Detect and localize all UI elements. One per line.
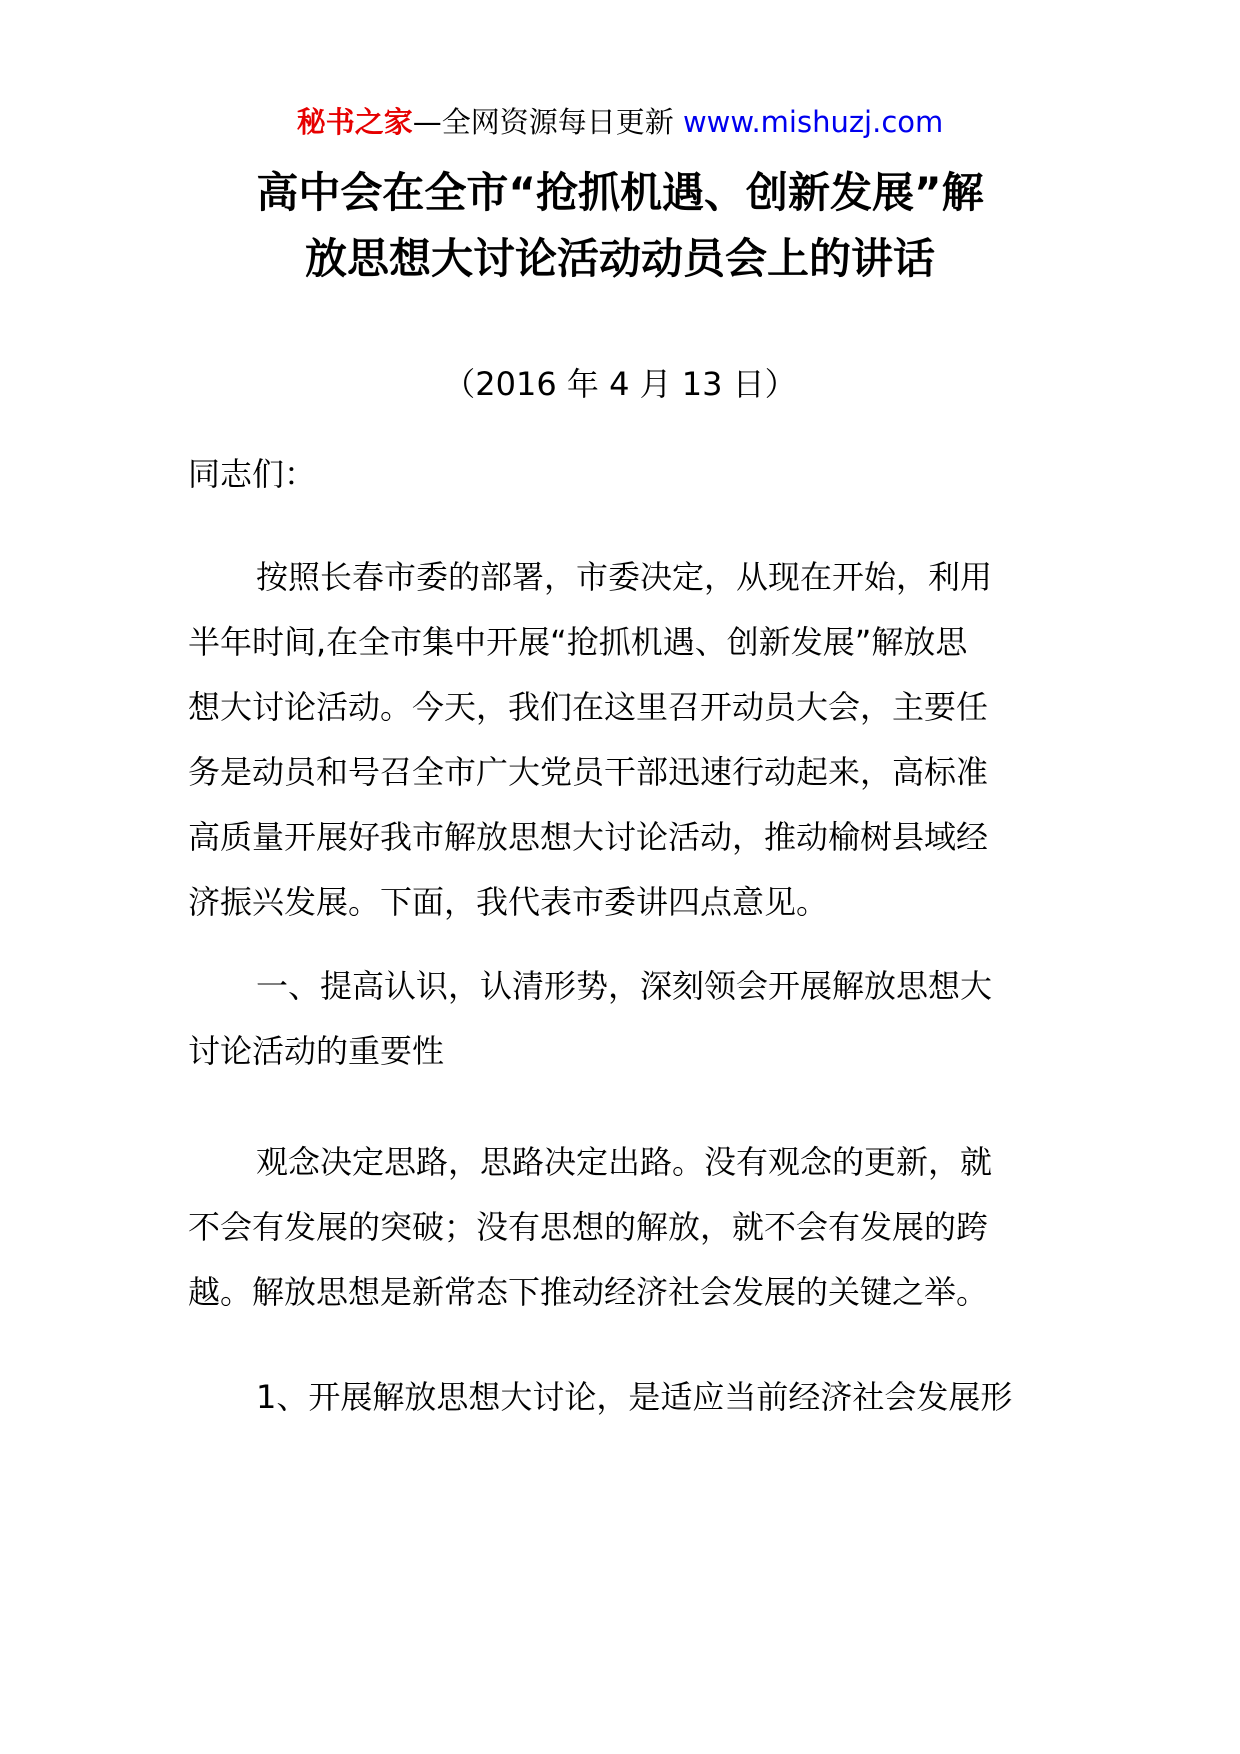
site-url-link[interactable]: www.mishuzj.com bbox=[682, 105, 944, 139]
speech-date: （2016 年 4 月 13 日） bbox=[443, 365, 797, 403]
heading-line: 讨论活动的重要性 bbox=[188, 1032, 445, 1070]
salutation bbox=[188, 442, 1068, 507]
title-line-1: 高中会在全市“抢抓机遇、创新发展”解 bbox=[256, 168, 984, 217]
section-heading-1 bbox=[188, 954, 1068, 1084]
salutation-text: 同志们： bbox=[188, 455, 317, 493]
paragraph-line: 务是动员和号召全市广大党员干部迅速行动起来，高标准 bbox=[188, 753, 989, 791]
paragraph-intro bbox=[188, 545, 1068, 935]
site-slogan: —全网资源每日更新 bbox=[412, 105, 674, 139]
paragraph-line: 济振兴发展。下面，我代表市委讲四点意见。 bbox=[188, 883, 829, 921]
site-header bbox=[0, 100, 1240, 144]
paragraph-line: 1、开展解放思想大讨论，是适应当前经济社会发展形 bbox=[256, 1378, 1013, 1416]
paragraph-line: 按照长春市委的部署，市委决定，从现在开始，利用 bbox=[256, 558, 993, 596]
paragraph-line: 想大讨论活动。今天，我们在这里召开动员大会，主要任 bbox=[188, 688, 989, 726]
site-brand: 秘书之家 bbox=[296, 105, 413, 139]
paragraph-line: 越。解放思想是新常态下推动经济社会发展的关键之举。 bbox=[188, 1273, 989, 1311]
paragraph-line: 高质量开展好我市解放思想大讨论活动，推动榆树县域经 bbox=[188, 818, 989, 856]
paragraph-line: 不会有发展的突破；没有思想的解放，就不会有发展的跨 bbox=[188, 1208, 989, 1246]
paragraph-concept bbox=[188, 1130, 1068, 1325]
paragraph-line: 观念决定思路，思路决定出路。没有观念的更新，就 bbox=[256, 1143, 993, 1181]
paragraph-line: 半年时间,在全市集中开展“抢抓机遇、创新发展”解放思 bbox=[188, 623, 968, 661]
paragraph-point-1 bbox=[188, 1365, 1068, 1430]
heading-line: 一、提高认识，认清形势，深刻领会开展解放思想大 bbox=[256, 967, 993, 1005]
document-title bbox=[180, 160, 1060, 292]
title-line-2: 放思想大讨论活动动员会上的讲话 bbox=[304, 234, 935, 283]
